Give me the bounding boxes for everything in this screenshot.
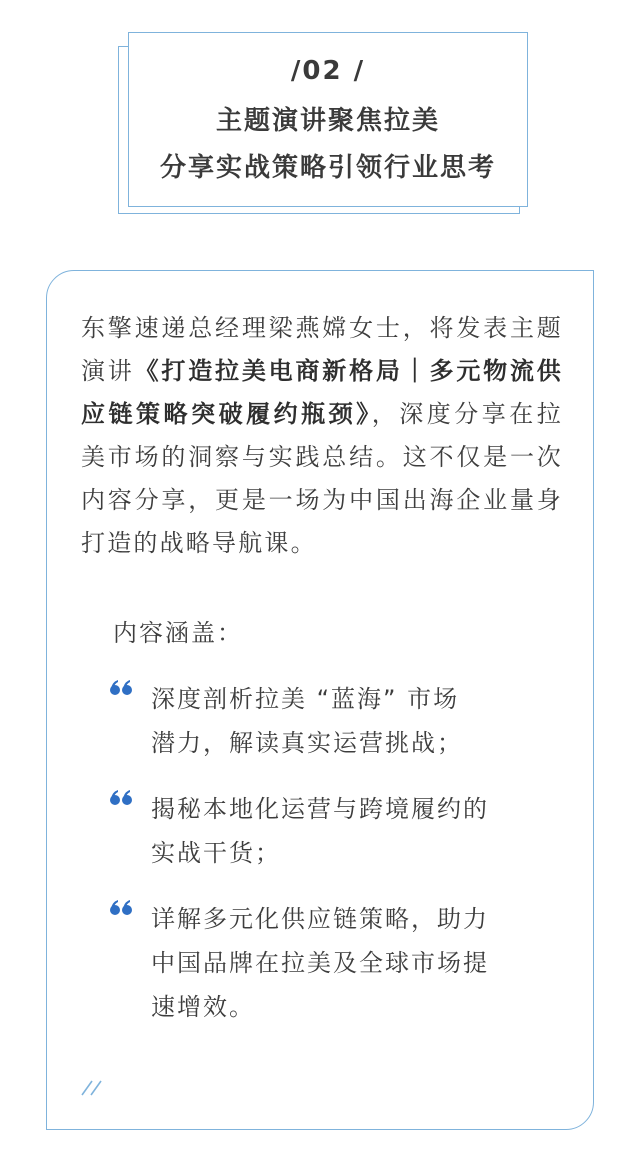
content-card [46, 270, 594, 1130]
list-item-line: 潜力，解读真实运营挑战； [151, 729, 463, 757]
list-item-line: 实战干货； [151, 839, 281, 867]
list-item-line: 中国品牌在拉美及全球市场提 [151, 949, 489, 977]
section-title: 主题演讲聚焦拉美 [215, 106, 440, 136]
quote-icon [109, 789, 135, 809]
list-item-line: 深度剖析拉美 “蓝海” 市场 [151, 685, 460, 713]
list-item-text [151, 677, 511, 765]
quote-icon [109, 679, 135, 699]
section-number: /02 / [290, 56, 366, 86]
list-item-line: 速增效。 [151, 993, 255, 1021]
intro-text-before: 东擎速递总经理梁燕嫦女士，将发表主题演讲 [81, 314, 563, 385]
double-slash-decoration [79, 1077, 107, 1097]
quote-icon [109, 899, 135, 919]
talk-title: 《打造拉美电商新格局｜多元物流供应链策略突破履约瓶颈》 [81, 357, 563, 428]
intro-text-after: ，深度分享在拉美市场的洞察与实践总结。这不仅是一次内容分享，更是一场为中国出海企业量身打造的战略导航课。 [81, 400, 563, 557]
list-item-line: 揭秘本地化运营与跨境履约的 [151, 795, 489, 823]
list-item-text [151, 787, 511, 875]
intro-paragraph [81, 307, 563, 565]
section-subtitle: 分享实战策略引领行业思考 [159, 153, 496, 183]
list-item-text [151, 897, 511, 1029]
header-frame [128, 32, 528, 207]
list-item-line: 详解多元化供应链策略，助力 [151, 905, 489, 933]
coverage-heading: 内容涵盖： [113, 619, 243, 647]
